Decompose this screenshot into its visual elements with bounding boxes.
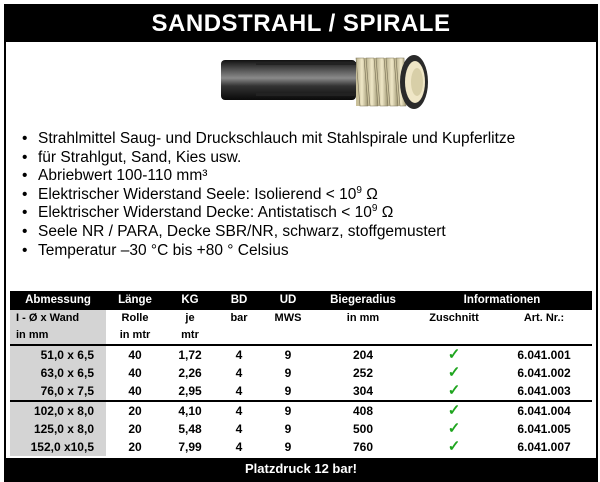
length-cell: 40	[128, 347, 142, 362]
subheader-cell: in mtr	[106, 327, 164, 345]
col-header: Informationen	[412, 291, 592, 310]
ud-cell: 9	[284, 439, 292, 454]
check-icon: ✓	[447, 420, 461, 437]
page-title: SANDSTRAHL / SPIRALE	[6, 6, 596, 42]
col-header: UD	[262, 291, 314, 310]
feature-item: • Elektrischer Widerstand Seele: Isolierend < $10^9$ Ω	[22, 184, 378, 203]
article-number-cell: 6.041.007	[517, 439, 571, 454]
subheader-cell: je	[164, 310, 216, 328]
dimension-cell: 51,0 x 6,5	[10, 345, 106, 364]
length-cell: 20	[128, 439, 142, 454]
radius-cell: 204	[352, 347, 374, 362]
weight-cell: 4,10	[164, 401, 216, 420]
radius-cell: 304	[352, 383, 374, 398]
article-number-cell: 6.041.003	[517, 383, 571, 398]
cut-cell	[412, 382, 496, 401]
length-cell: 40	[128, 365, 142, 380]
bd-cell: 4	[216, 401, 262, 420]
table-subheader-row	[10, 310, 592, 328]
col-header: KG	[164, 291, 216, 310]
article-number-cell: 6.041.005	[517, 421, 571, 436]
subheader-cell: I - Ø x Wand	[10, 310, 106, 328]
check-icon: ✓	[447, 402, 461, 419]
cut-cell	[412, 438, 496, 456]
dimension-cell: 152,0 x10,5	[10, 438, 106, 456]
table-subheader-row	[10, 327, 592, 345]
weight-cell: 2,26	[178, 365, 202, 380]
feature-item: • Elektrischer Widerstand Decke: Antistatisch < $10^9$ Ω	[22, 203, 394, 222]
check-icon: ✓	[447, 438, 461, 455]
bd-cell: 4	[235, 383, 243, 398]
weight-cell: 2,95	[178, 383, 202, 398]
ud-cell: 9	[284, 383, 292, 398]
feature-item: • Temperatur –30 °C bis +80 ° Celsius	[22, 241, 289, 259]
subheader-cell	[216, 327, 262, 345]
bd-cell: 4	[235, 421, 243, 436]
dimension-cell: 76,0 x 7,5	[10, 382, 106, 401]
article-number-cell: 6.041.004	[496, 401, 592, 420]
ud-cell: 9	[284, 365, 292, 380]
length-cell: 20	[106, 401, 164, 420]
check-icon: ✓	[447, 364, 461, 381]
col-header: Abmessung	[10, 291, 106, 310]
ud-cell: 9	[262, 401, 314, 420]
check-icon: ✓	[447, 346, 461, 363]
table-row	[10, 345, 592, 364]
cut-cell	[412, 420, 496, 438]
bd-cell: 4	[235, 365, 243, 380]
table-row	[10, 382, 592, 401]
subheader-cell: bar	[216, 310, 262, 328]
subheader-cell: in mm	[314, 310, 412, 328]
cut-cell	[412, 364, 496, 382]
article-number-cell: 6.041.002	[517, 365, 571, 380]
bd-cell: 4	[235, 439, 243, 454]
table-header-row	[10, 291, 592, 310]
subheader-cell: in mm	[10, 327, 106, 345]
subheader-cell: MWS	[262, 310, 314, 328]
product-sheet	[4, 4, 598, 482]
radius-cell: 760	[352, 439, 374, 454]
col-header: Biegeradius	[314, 291, 412, 310]
weight-cell: 5,48	[178, 421, 202, 436]
subheader-cell: Rolle	[106, 310, 164, 328]
length-cell: 20	[128, 421, 142, 436]
radius-cell: 408	[314, 401, 412, 420]
col-header: Länge	[106, 291, 164, 310]
col-header: BD	[216, 291, 262, 310]
dimension-cell: 63,0 x 6,5	[10, 364, 106, 382]
bd-cell: 4	[235, 347, 243, 362]
radius-cell: 500	[352, 421, 374, 436]
radius-cell: 252	[352, 365, 374, 380]
cut-cell	[412, 401, 496, 420]
subheader-cell	[314, 327, 412, 345]
length-cell: 40	[128, 383, 142, 398]
feature-item: • für Strahlgut, Sand, Kies usw.	[22, 148, 242, 166]
table-row	[10, 364, 592, 382]
table-row	[10, 401, 592, 420]
subheader-cell: Zuschnitt	[412, 310, 496, 328]
subheader-cell: mtr	[164, 327, 216, 345]
table-row	[10, 420, 592, 438]
feature-list	[20, 130, 515, 260]
weight-cell: 1,72	[178, 347, 202, 362]
subheader-cell	[496, 327, 592, 345]
cut-cell	[412, 345, 496, 364]
subheader-cell	[262, 327, 314, 345]
hose-image	[216, 50, 436, 120]
article-number-cell: 6.041.001	[517, 347, 571, 362]
check-icon: ✓	[447, 382, 461, 399]
dimension-cell: 102,0 x 8,0	[10, 401, 106, 420]
ud-cell: 9	[284, 347, 292, 362]
subheader-cell	[412, 327, 496, 345]
table-row	[10, 438, 592, 456]
ud-cell: 9	[284, 421, 292, 436]
spec-table	[10, 291, 592, 456]
feature-item: • Strahlmittel Saug- und Druckschlauch mit Stahlspirale und Kupferlitze	[22, 130, 516, 147]
footer-note: Platzdruck 12 bar!	[6, 458, 596, 480]
feature-item: • Seele NR / PARA, Decke SBR/NR, schwarz, stoffgemustert	[22, 222, 446, 240]
weight-cell: 7,99	[178, 439, 202, 454]
subheader-cell: Art. Nr.:	[496, 310, 592, 328]
dimension-cell: 125,0 x 8,0	[10, 420, 106, 438]
feature-item: • Abriebwert 100-110 mm³	[22, 167, 208, 185]
